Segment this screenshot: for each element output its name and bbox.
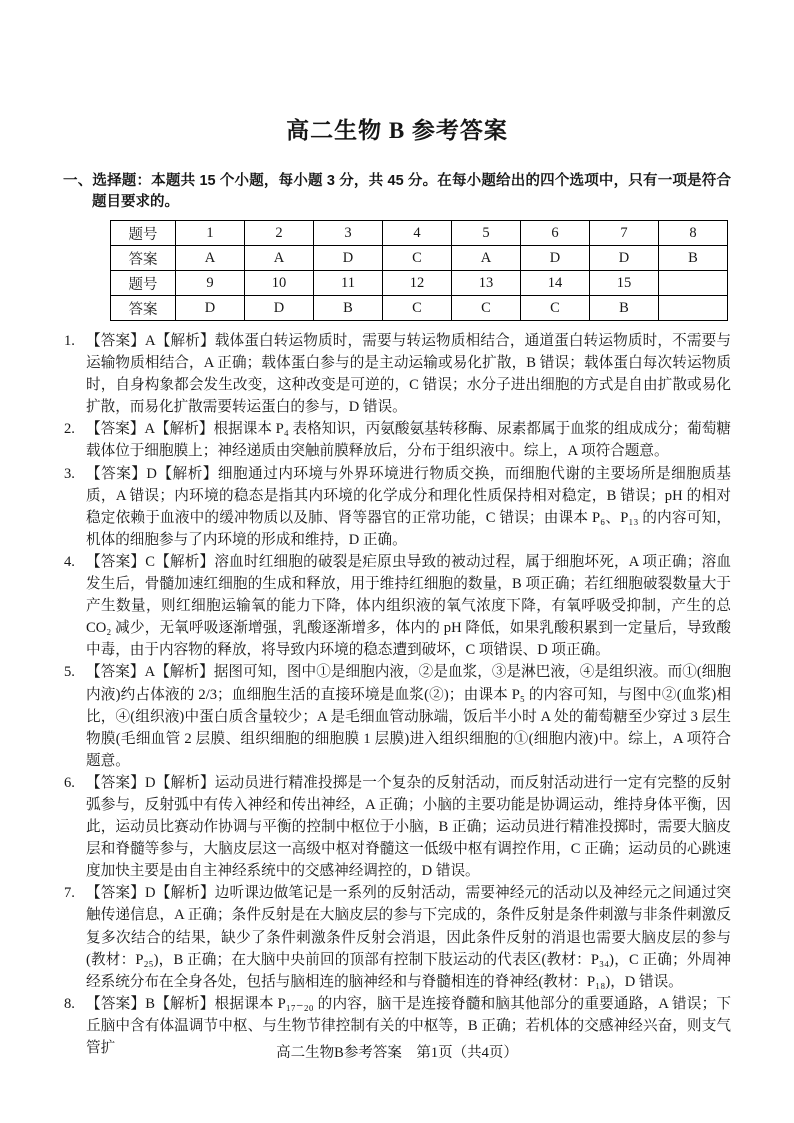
- answer-cell: A: [176, 246, 245, 271]
- question-number-cell: 12: [383, 271, 452, 296]
- answer-cell: B: [314, 296, 383, 321]
- question-number-cell: 1: [176, 221, 245, 246]
- explanation-item-1: [63, 330, 731, 418]
- question-number-cell: 11: [314, 271, 383, 296]
- item-text: 【答案】D【解析】运动员进行精准投掷是一个复杂的反射活动，而反射活动进行一定有完整的反射弧参与，反射弧中有传入神经和传出神经，A 正确；小脑的主要功能是协调运动，维持身体平衡，因此，运动员比赛动作协调与平衡的控制中枢位于小脑，B 正确；运动员进行精准投掷时，需要大脑皮层和脊髓等参与，大脑皮层这一高级中枢对脊髓这一低级中枢有调控作用，C 正确；运动员的心跳速度加快主要是由自主神经系统中的交感神经调控的，D 错误。: [86, 774, 731, 880]
- item-text: 【答案】D【解析】边听课边做笔记是一系列的反射活动，需要神经元的活动以及神经元之间通过突触传递信息，A 正确；条件反射是在大脑皮层的参与下完成的，条件反射是条件刺激与非条件刺激反复多次结合的结果，缺少了条件刺激条件反射会消退，因此条件反射的消退也需要大脑皮层的参与(教材：P₂₅)，B 正确；在大脑中央前回的顶部有控制下肢运动的代表区(教材：P₃₄)，C 正确；外周神经系统分布在全身各处，包括与脑相连的脑神经和与脊髓相连的脊神经(教材：P₁₈)，D 错误。: [86, 885, 731, 990]
- item-text: 【答案】D【解析】细胞通过内环境与外界环境进行物质交换，而细胞代谢的主要场所是细胞质基质，A 错误；内环境的稳态是指其内环境的化学成分和理化性质保持相对稳定，B 错误；pH 的相对稳定依赖于血液中的缓冲物质以及肺、肾等器官的正常功能，C 错误；由课本 P₆、P₁₃ 的内容可知，机体的细胞参与了内环境的形成和维持，D 正确。: [86, 465, 731, 548]
- item-number: 2.: [64, 421, 75, 438]
- answer-cell: C: [383, 296, 452, 321]
- row-label-cell: 答案: [111, 246, 176, 271]
- question-number-cell: 5: [452, 221, 521, 246]
- question-number-cell: [659, 271, 728, 296]
- explanation-item-4: [63, 551, 731, 661]
- table-row: [111, 271, 728, 296]
- answer-cell: [659, 296, 728, 321]
- item-text: 【答案】C【解析】溶血时红细胞的破裂是疟原虫导致的被动过程，属于细胞坏死，A 项正确；溶血发生后，骨髓加速红细胞的生成和释放，用于维持红细胞的数量，B 项正确；若红细胞破裂数量大于产生数量，则红细胞运输氧的能力下降，体内组织液的氧气浓度下降，有氧呼吸受抑制，产生的总 CO₂ 减少，无氧呼吸逐渐增强，乳酸逐渐增多，体内的 pH 降低，如果乳酸积累到一定量后，导致酸中毒，由于内容物的释放，将导致内环境的稳态遭到破坏，C 项错误、D 项正确。: [86, 553, 731, 659]
- answer-cell: D: [521, 246, 590, 271]
- answer-cell: D: [245, 296, 314, 321]
- explanation-item-6: [63, 772, 731, 882]
- item-text: 【答案】B【解析】根据课本 P₁₇₋₂₀ 的内容，脑干是连接脊髓和脑其他部分的重要通路，A 错误；下丘脑中含有体温调节中枢、与生物节律控制有关的中枢等，B 正确；若机体的交感神经兴奋，则支气管扩: [86, 995, 731, 1056]
- answer-cell: C: [521, 296, 590, 321]
- question-number-cell: 3: [314, 221, 383, 246]
- item-number: 1.: [64, 333, 75, 349]
- question-number-cell: 2: [245, 221, 314, 246]
- explanation-item-7: [63, 882, 731, 992]
- explanation-item-2: [63, 418, 731, 462]
- item-number: 3.: [64, 465, 75, 482]
- question-number-cell: 7: [590, 221, 659, 246]
- answer-cell: A: [245, 246, 314, 271]
- item-text: 【答案】A【解析】据图可知，图中①是细胞内液，②是血浆，③是淋巴液，④是组织液。而①(细胞内液)约占体液的 2/3；血细胞生活的直接环境是血浆(②)；由课本 P₅ 的内容可知，与图中②(血浆)相比，④(组织液)中蛋白质含量较少；A 是毛细血管动脉端，饭后半小时 A 处的葡萄糖至少穿过 3 层生物膜(毛细血管 2 层膜、组织细胞的细胞膜 1 层膜)进入组织细胞的①(细胞内液)中。综上，A 项符合题意。: [86, 664, 731, 769]
- question-number-cell: 8: [659, 221, 728, 246]
- answer-cell: B: [659, 246, 728, 271]
- explanation-item-3: [63, 463, 731, 551]
- question-number-cell: 15: [590, 271, 659, 296]
- item-text: 【答案】A【解析】载体蛋白转运物质时，需要与转运物质相结合，通道蛋白转运物质时，不需要与运输物质相结合，A 正确；载体蛋白参与的是主动运输或易化扩散，B 错误；载体蛋白每次转运物质时，自身构象都会发生改变，这种改变是可逆的，C 错误；水分子进出细胞的方式是自由扩散或易化扩散，而易化扩散需要转运蛋白的参与，D 错误。: [86, 333, 731, 416]
- row-label-cell: 题号: [111, 271, 176, 296]
- row-label-cell: 题号: [111, 221, 176, 246]
- answer-cell: D: [590, 246, 659, 271]
- row-label-cell: 答案: [111, 296, 176, 321]
- table-row: [111, 246, 728, 271]
- answer-cell: D: [314, 246, 383, 271]
- item-number: 5.: [64, 664, 75, 681]
- answer-cell: B: [590, 296, 659, 321]
- explanation-list: [63, 330, 731, 1059]
- page-title: 高二生物 B 参考答案: [286, 118, 508, 143]
- question-number-cell: 6: [521, 221, 590, 246]
- table-row: [111, 221, 728, 246]
- item-number: 8.: [64, 995, 75, 1012]
- answer-key-table: [110, 220, 728, 321]
- item-number: 4.: [64, 553, 75, 570]
- question-number-cell: 4: [383, 221, 452, 246]
- answer-cell: D: [176, 296, 245, 321]
- answer-cell: A: [452, 246, 521, 271]
- item-number: 7.: [64, 885, 75, 902]
- question-number-cell: 10: [245, 271, 314, 296]
- answer-cell: C: [452, 296, 521, 321]
- item-number: 6.: [64, 774, 75, 791]
- table-row: [111, 296, 728, 321]
- item-text: 【答案】A【解析】根据课本 P₄ 表格知识，丙氨酸氨基转移酶、尿素都属于血浆的组成成分；葡萄糖载体位于细胞膜上；神经递质由突触前膜释放后，分布于组织液中。综上，A 项符合题意。: [86, 421, 731, 460]
- page-footer: 高二生物B参考答案 第1页（共4页）: [276, 1045, 518, 1061]
- explanation-item-5: [63, 661, 731, 771]
- question-number-cell: 9: [176, 271, 245, 296]
- answer-cell: C: [383, 246, 452, 271]
- question-number-cell: 13: [452, 271, 521, 296]
- section-heading: 一、选择题：本题共 15 个小题，每小题 3 分，共 45 分。在每小题给出的四个选项中，只有一项是符合题目要求的。: [63, 173, 731, 210]
- question-number-cell: 14: [521, 271, 590, 296]
